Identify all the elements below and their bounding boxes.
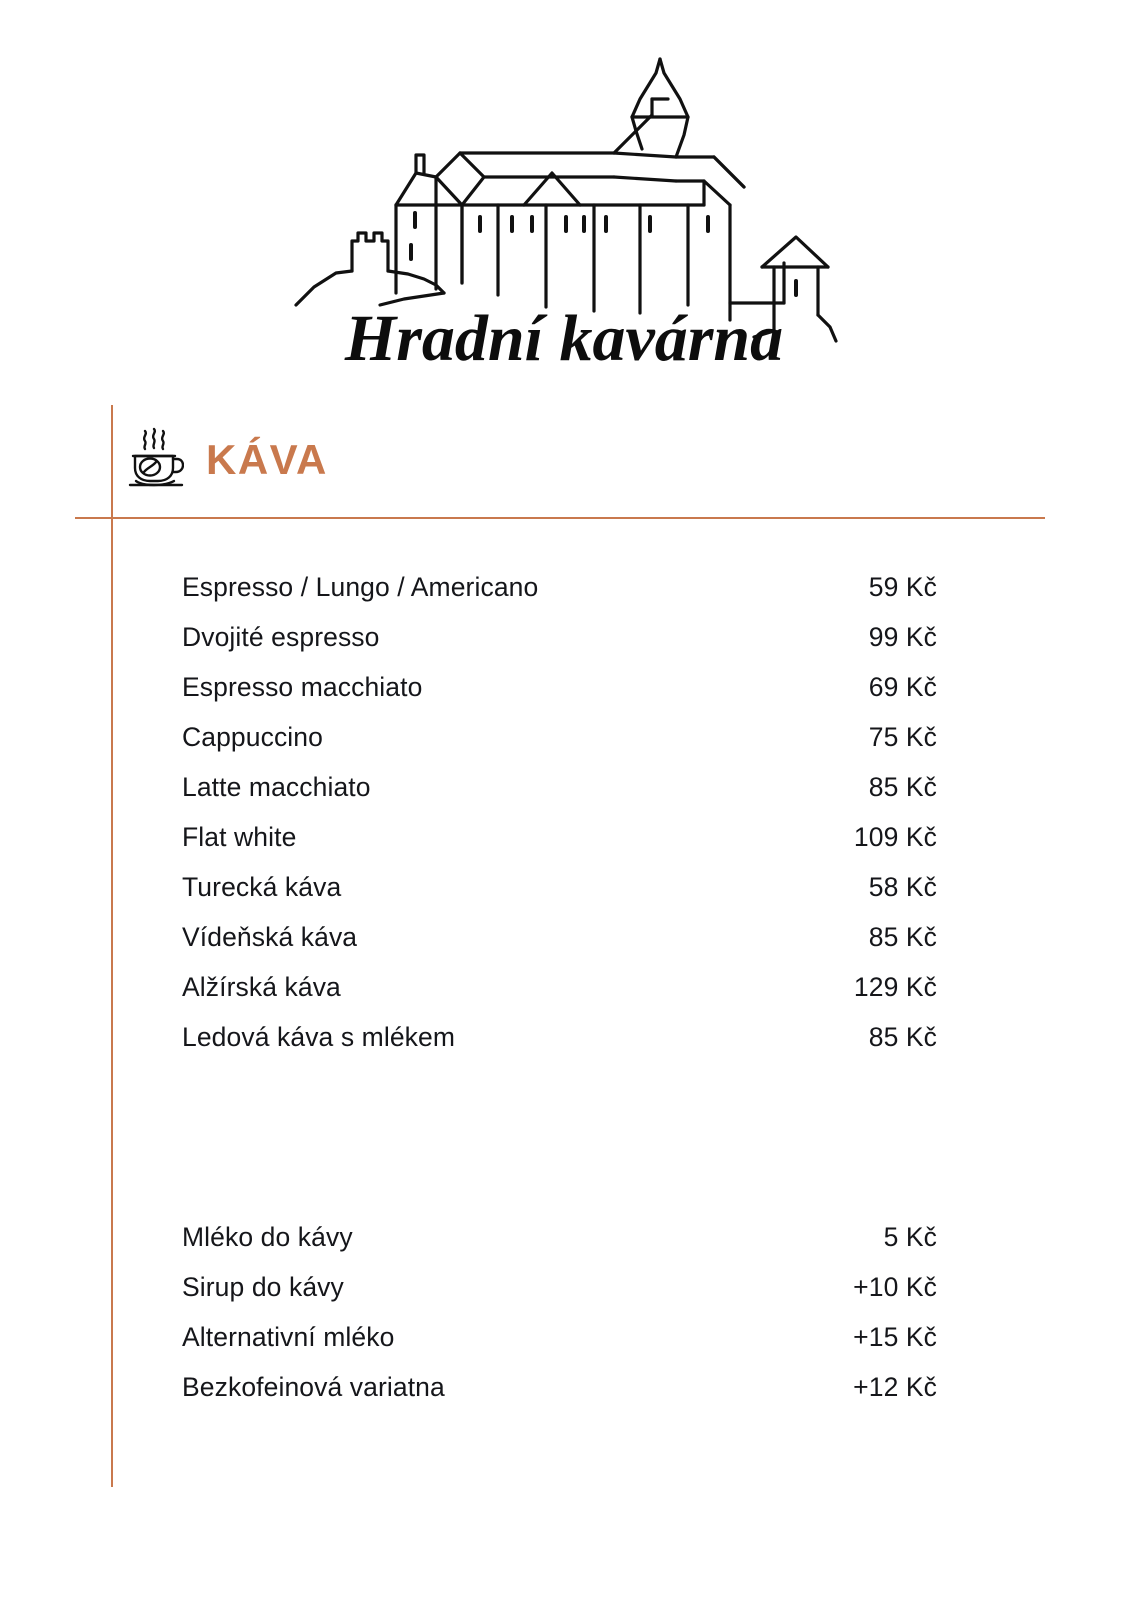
menu-item-price: +15 Kč <box>853 1322 937 1352</box>
menu-row <box>182 1222 937 1272</box>
menu-item-name: Cappuccino <box>182 722 323 752</box>
brand-name: Hradní kavárna <box>344 302 783 375</box>
menu-item-name: Dvojité espresso <box>182 622 380 652</box>
menu-item-price: 59 Kč <box>868 572 937 602</box>
section-title: KÁVA <box>206 436 328 483</box>
menu-row <box>182 822 937 872</box>
brand-logo <box>0 55 1127 385</box>
menu-item-name: Espresso macchiato <box>182 672 423 702</box>
menu-item-name: Vídeňská káva <box>182 922 358 952</box>
menu-item-price: 75 Kč <box>868 722 937 752</box>
menu-row <box>182 1272 937 1322</box>
menu-item-price: 109 Kč <box>853 822 937 852</box>
coffee-cup-icon <box>128 427 184 489</box>
menu-row <box>182 972 937 1022</box>
menu-item-price: 69 Kč <box>868 672 937 702</box>
menu-item-name: Bezkofeinová variatna <box>182 1372 445 1402</box>
menu-row <box>182 872 937 922</box>
menu-item-price: 85 Kč <box>868 1022 937 1052</box>
menu-item-price: 58 Kč <box>868 872 937 902</box>
vertical-accent-rule <box>111 405 113 1487</box>
castle-line-art-icon <box>284 55 844 385</box>
menu-row <box>182 922 937 972</box>
menu-row <box>182 1372 937 1422</box>
menu-item-name: Ledová káva s mlékem <box>182 1022 456 1052</box>
menu-item-price: 129 Kč <box>853 972 937 1002</box>
menu-item-price: 5 Kč <box>883 1222 937 1252</box>
menu-row <box>182 1322 937 1372</box>
menu-item-price: 85 Kč <box>868 922 937 952</box>
menu-item-name: Latte macchiato <box>182 772 371 802</box>
menu-item-name: Flat white <box>182 822 297 852</box>
menu-row <box>182 722 937 772</box>
menu-item-price: 85 Kč <box>868 772 937 802</box>
menu-item-price: +12 Kč <box>853 1372 937 1402</box>
section-header-kava <box>128 419 328 497</box>
menu-item-name: Alternativní mléko <box>182 1322 395 1352</box>
menu-item-name: Sirup do kávy <box>182 1272 344 1302</box>
menu-item-price: +10 Kč <box>853 1272 937 1302</box>
menu-list-coffee <box>182 572 937 1072</box>
menu-list-extras <box>182 1222 937 1422</box>
menu-item-name: Espresso / Lungo / Americano <box>182 572 539 602</box>
menu-row <box>182 1022 937 1072</box>
menu-row <box>182 672 937 722</box>
horizontal-accent-rule <box>75 517 1045 519</box>
menu-item-name: Alžírská káva <box>182 972 341 1002</box>
menu-row <box>182 572 937 622</box>
menu-row <box>182 622 937 672</box>
menu-item-price: 99 Kč <box>868 622 937 652</box>
menu-row <box>182 772 937 822</box>
menu-item-name: Turecká káva <box>182 872 342 902</box>
menu-item-name: Mléko do kávy <box>182 1222 353 1252</box>
